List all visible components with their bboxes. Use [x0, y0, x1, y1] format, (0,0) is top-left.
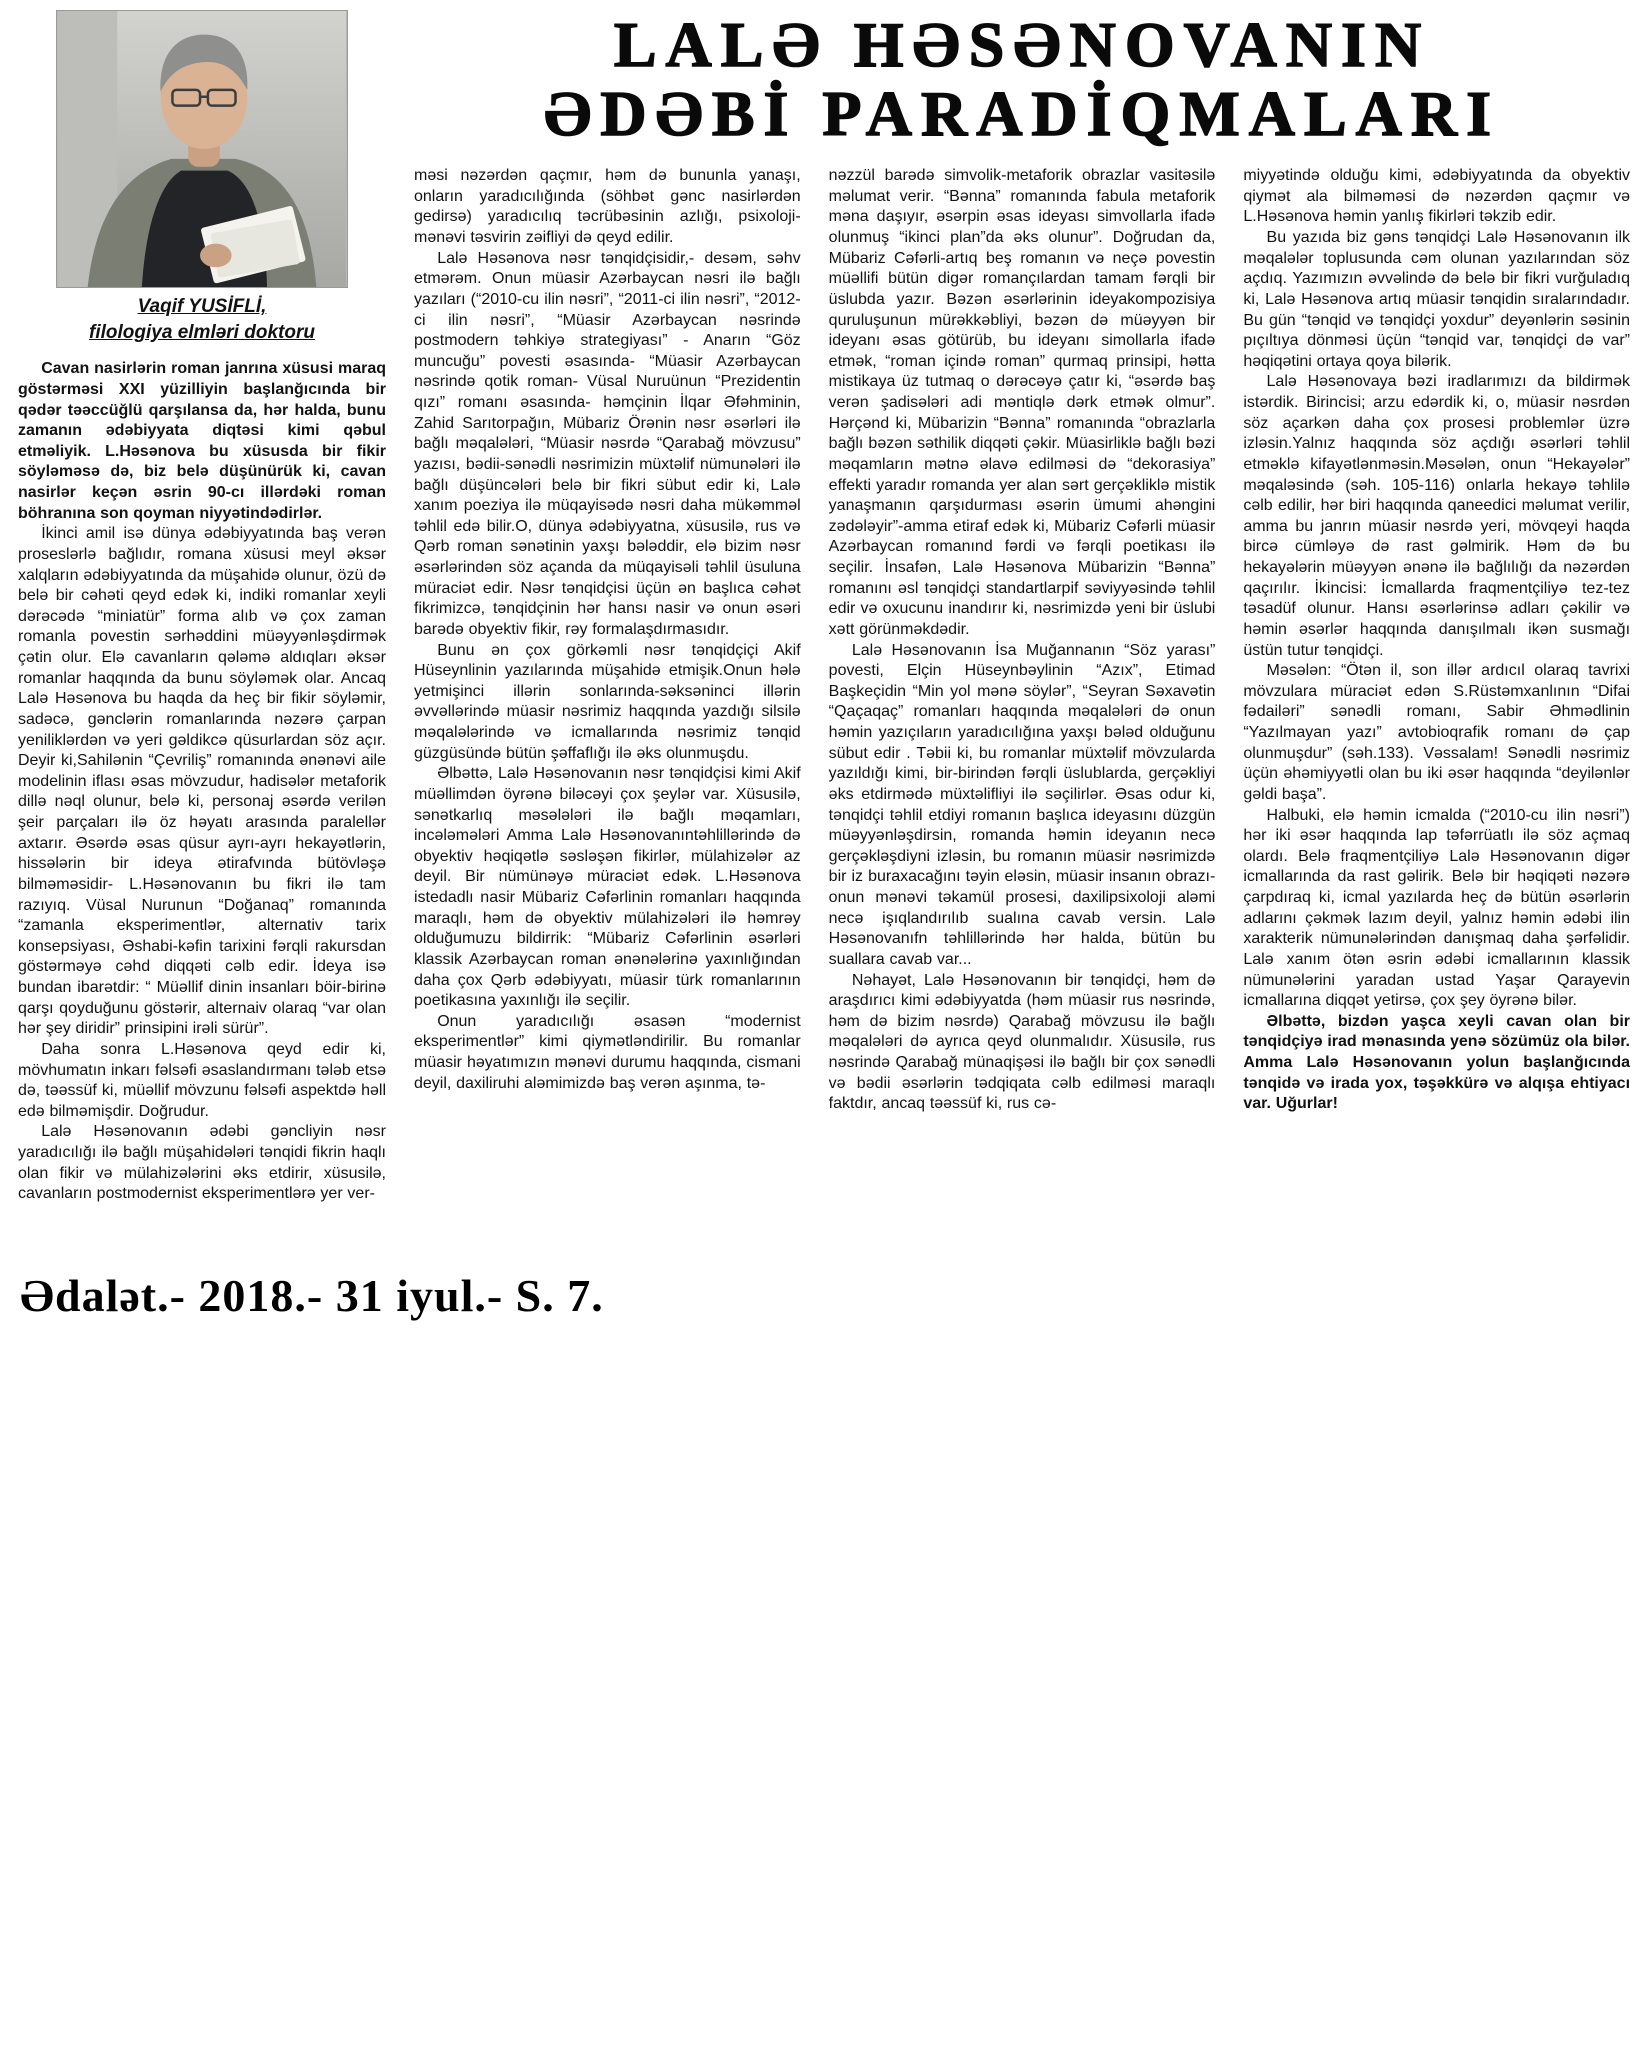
article-paragraph: Halbuki, elə həmin icmalda (“2010-cu ilin nəsri”) hər iki əsər haqqında lap təfərrüatlı ilə söz açmaq olardı. Belə fraqmentçiliyə Lalə Həsənovanın digər icmallarında da rast gəlirik. Belə bir həqiqəti nəzərə çarpdıraq ki, icmal yazılarda heç də bütün əsərlərin adlarını çəkmək lazım deyil, yalnız həmin ədəbi ilin xarakterik nümunələrindən danışmaq daha şərfəlidir. Lalə xanım ötən əsrin ədəbi icmallarının klassik nümunələrini yaradan ustad Yaşar Qarayevin icmallarına diqqət yetirsə, çox şey öyrənə bilər. [1243, 806, 1631, 1010]
article-paragraph: məsi nəzərdən qaçmır, həm də bununla yanaşı, onların yaradıcılığında (söhbət gənc nasirlərdən gedirsə) yaradıcılıq təcrübəsinin azlığı, psixoloji-mənəvi təsvirin zəifliyi də qeyd edilir. [414, 167, 801, 247]
article-paragraph: Nəhayət, Lalə Həsənovanın bir tənqidçi, həm də araşdırıcı kimi ədəbiyyatda (həm müasir rus nəsrində, həm də bizim nəsrdə) Qarabağ mövzusu ilə bağlı məqalələri də ayrıca qeyd olunmalıdır. Xüsusilə, rus nəsrində Qarabağ münaqişəsi ilə bağlı bir çox sənədli və bədii əsərlərin tədqiqata cəlb edilməsi maraqlı faktdır, ancaq təəssüf ki, rus cə- [828, 971, 1216, 1113]
article-paragraph: Daha sonra L.Həsənova qeyd edir ki, mövhumatın inkarı fəlsəfi əsaslandırmanı tələb etsə də, təəssüf ki, müəllif mövzunu fəlsəfi aspektdə həll edə bilməmişdir. Doğrudur. [18, 1040, 386, 1120]
article-paragraph: İkinci amil isə dünya ədəbiyyatında baş verən proseslərlə bağlıdır, romana xüsusi meyl əksər xalqların ədəbiyyatında da müşahidə olunur, özü də belə bir cəhəti qeyd edək ki, indiki romanlar xeyli dərəcədə “miniatür” forma alıb və çox zaman romanla povestin sərhəddini müəyyənləşdirmək çətin olur. Elə cavanların qələmə aldıqları əksər romanlar haqqında da bunu söyləmək olar. Ancaq Lalə Həsənova bu haqda da heç bir fikir söyləmir, sadəcə, gənclərin romanlarında nəzərə çarpan yeniliklərdən və yeri gəldikcə qüsurlardan söz açır. Deyir ki,Sahilənin “Çevriliş” romanında ənənəvi aile modelinin iflası əsas mövzudur, hadisələr metaforik dillə nəql olunur, belə ki, personaj əsərdə verilən şeir parçaları ilə öz həyatı arasında paralellər axtarır. Əsərdə əsas qüsur ayrı-ayrı hekayətlərin, hissələrin bir ideya ətirafvında bütövləşə bilməməsidir- L.Həsənovanın bu fikri ilə tam razıyıq. Vüsal Nurunun “Doğanaq” romanında “zamanla eksperimentlər, alternativ tarix konsepsiyası, Əshabi-kəfin tarixini fərqli rakursdan göstərməyə cəhd diqqəti cəlb edir. İdeya isə bundan ibarətdir: “ Müəllif dinin insanları böir-birinə qarşı qoyduğunu göstərir, alternaiv olaraq “var olan hər şey diridir” prinsipini irəli sürür”. [18, 525, 386, 1038]
article-paragraph: nəzzül barədə simvolik-metaforik obrazlar vasitəsilə məlumat verir. “Bənna” romanında fabula metaforik məna daşıyır, əsərpin əsas ideyası simvollarla ifadə olunmuş “ikinci plan”da əks olunur”. Doğrudan da, Mübariz Cəfərli-artıq beş romanın və neçə povestin müəllifi bütün digər romançılardan tamam fərqli bir üslubda yazır. Bəzən əsərlərinin ideyakompozisiya quruluşunun mürəkkəbliyi, bəzən də müəyyən bir ideyanı əsas götürüb, bu ideyanı simollarla ifadə etmək, “roman içində roman” qurmaq prinsipi, hətta mistikaya üz tutmaq o dərəcəyə çatır ki, “əsərdə baş verən şadisələri adi məntiqlə dərk etmək olmur”. Hərçənd ki, Mübarizin “Bənna” romanında “obrazlarla bağlı bəzən səthilik diqqəti çəkir. Müasirliklə bağlı bəzi məqamların mətnə əlavə edilməsi də “dekorasiya” effekti yaradır romanda yer alan sərt gerçəkliklə mistik yanaşmanın qarşıdurması əsərin ümumi ahəngini zədələyir”-amma etiraf edək ki, Mübariz Cəfərli müasir Azərbaycan romanınd fərdi və fərqli poetikası ilə seçilir. İnsafən, Lalə Həsənova Mübarizin “Bənna” romanını əsl tənqidçi standartlarpif səviyyəsində təhlil edir və oxucunu inandırır ki, nəsrimizdə yeni bir üslubi xətt görünməkdədir. [828, 167, 1216, 638]
article-headline [414, 10, 1630, 148]
article-paragraph: Cavan nasirlərin roman janrına xüsusi maraq göstərməsi XXI yüzilliyin başlanğıcında bir qədər təəccüğlü qarşılansa da, hər halda, bunu zamanın ədəbiyyata diqtəsi kimi qəbul etməliyik. L.Həsənova bu xüsusda bir fikir söyləməsə də, biz belə düşünürük ki, cavan nasirlər keçən əsrin 90-cı illərdəki roman böhranına son qoyman niyyətindədirlər. [18, 360, 386, 522]
author-portrait-illustration [57, 11, 347, 287]
article-paragraph: miyyətində olduğu kimi, ədəbiyyatında da obyektiv qiymət ala bilməməsi də nəzərdən qaçmır və L.Həsənova həmin yanlış fikirləri təkzib edir. [1243, 167, 1631, 226]
headline-line-2: ƏDƏBİ PARADİQMALARI [544, 78, 1500, 150]
article-column-4 [1243, 166, 1630, 1115]
article-paragraph: Bu yazıda biz gəns tənqidçi Lalə Həsənovanın ilk məqalələr toplusunda cəm olunan yazılarından söz açdıq. Yazımızın əvvəlində də belə bir fikri vurğuladıq ki, Lalə Həsənova artıq müasir tənqidin sıralarındadır. Bu gün “tənqid və tənqidçi yoxdur” deyənlərin səsinin pıçıltıya dönməsi üçün “tənqid var, tənqidçi də var” həqiqətini ortaya qoya bilərik. [1243, 229, 1631, 370]
article-paragraph: Lalə Həsənovanın İsa Muğannanın “Söz yarası” povesti, Elçin Hüseynbəylinin “Azıx”, Etimad Başkeçidin “Min yol mənə söylər”, “Seyran Səxavətin “Qaçaqaç” romanları haqqında məqalələri də onun həmin yazıçıların yaradıcılığına yaxşı bələd olduğunu sübut edir . Təbii ki, bu romanlar müxtəlif mövzularda yazıldığı kimi, bir-birindən fərqli üslublarda, gerçəkliyi əks etdirmədə müxtəlifliyi ilə səçilirlər. Əsas odur ki, tənqidçi təhlil etdiyi romanın başlıca ideyasını düzgün müəyyənləşdirsin, romanda həmin ideyanın necə gerçəkləşdiyni izləsin, bu romanın müasir nəsrimizdə bir iz buraxacağını təyin eləsin, müasir insanın obrazı-onun mənəvi təkamül prosesi, daxilipsixoloji aləmi necə işıqlandırılıb sualına cavab versin. Lalə Həsənovanıfn təhlillərində hər halda, bütün bu suallara cavab var... [828, 641, 1216, 968]
article-column-3 [829, 166, 1216, 1115]
article-column-1 [18, 359, 386, 1205]
right-area [414, 8, 1630, 1115]
article-paragraph: Bunu ən çox görkəmli nəsr tənqidçiçi Akif Hüseynlinin yazılarında müşahidə etmişik.Onun hələ yetmişinci illərin sonlarında-səksəninci illərin əvvəllərində müasir nəsrimiz haqqında yazdığı silsilə məqalələrində və icmallarında nəsrimiz tənqid güzgüsündə bütün şəffaflığı ilə əks olunmuşdu. [414, 641, 801, 762]
article-paragraph: Lalə Həsənova nəsr tənqidçisidir,- desəm, səhv etmərəm. Onun müasir Azərbaycan nəsri ilə bağlı yazıları (“2010-cu ilin nəsri”, “2011-ci ilin nəsri”, “2012-ci ilin nəsri”, “Müasir Azərbaycan nəsrində postmodern təhkiyə strategiyası” - Anarın “Göz muncuğu” povesti əsasında- “Müasir Azərbaycan nəsrində qotik roman- Vüsal Nuruünun “Prezidentin qızı” romanı əsasında- həmçinin İlqar Əfəhminin, Zahid Sarıtorpağın, Mübariz Örənin nəsr əsərləri ilə bağlı məqalələri, “Müasir nəsrdə “Qarabağ mövzusu” yazısı, bədii-sənədli nəsrimizin müxtəlif nümunələri ilə bağlı düşüncələri belə bir fikri sübut edir ki, Lalə xanım poeziya ilə müqayisədə nəsri daha mükəmməl təhlil edə bilir.O, dünya ədəbiyyatna, xüsusilə, rus və Qərb roman sənətinin yaxşı bələddir, elə bizim nəsr əsərlərindən söz açanda da müqayisəli təhlil üsuluna müraciət edir. Nəsr tənqidçisi üçün ən başlıca cəhət fikrimizcə, tənqidçinin hər hansı nasir və onun əsəri barədə obyektiv fikir, rəy formalaşdırmasıdır. [414, 249, 801, 638]
author-title: filologiya elmləri doktoru [89, 321, 315, 343]
article-paragraph: Lalə Həsənovanın ədəbi gəncliyin nəsr yaradıcılığı ilə bağlı müşahidələri tənqidi fikrin haqlı olan fikir və mülahizələrini əks etdirir, xüsusilə, cavanların postmodernist eksperimentlərə yer ver- [18, 1123, 386, 1203]
article-paragraph: Əlbəttə, bizdən yaşca xeyli cavan olan bir tənqidçiyə irad mənasında yenə sözümüz ola bilər. Amma Lalə Həsənovanın yolun başlanğıcında tənqidə və irada yox, təşəkkürə və alqışa ehtiyacı var. Uğurlar! [1243, 1012, 1631, 1113]
author-photo [56, 10, 348, 288]
author-name: Vaqif YUSİFLİ, [137, 296, 267, 317]
article-body [18, 8, 1630, 1205]
article-column-2 [414, 166, 801, 1115]
columns-2-4 [414, 166, 1630, 1115]
article-paragraph: Əlbəttə, Lalə Həsənovanın nəsr tənqidçisi kimi Akif müəllimdən öyrənə biləcəyi çox şeylər var. Xüsusilə, sənətkarlıq məsələləri ilə bağlı məqamları, incələmələri Amma Lalə Həsənovanıntəhlillərində də obyektiv həqiqətlə səsləşən fikirlər, mülahizələr az deyil. Bir nümünəyə müraciət edək. L.Həsənova istedadlı nasir Mübariz Cəfərlinin romanları haqqında maraqlı, həm də obyektiv mülahizələri ilə həmrəy olduğumuzu bildirrik: “Mübariz Cəfərlinin əsərləri klassik Azərbaycan roman ənənələrinə yaxınlığından daha çox Qərb ədəbiyyatı, müasir türk romanlarının poetikasına yaxınlığı ilə seçilir. [414, 765, 801, 1010]
left-column [18, 8, 386, 1205]
photo-caption [18, 294, 386, 345]
footer-citation: Ədalət.- 2018.- 31 iyul.- S. 7. [20, 1269, 604, 1321]
article-paragraph: Lalə Həsənovaya bəzi iradlarımızı da bildirmək istərdik. Birincisi; arzu edərdik ki, o, müasir nəsrdən söz açarkən daha çox prosesi problemlər üzrə izləsin.Yalnız haqqında söz açdığı əsərləri təhlil etməklə kifayətlənməsin.Məsələn, onun “Hekayələr” məqaləsində (səh. 105-116) onlarla hekayə təhlilə cəlb edilir, hər biri haqqında qaneedici məlumat verilir, amma bu janrın müasir nəsrdə yeri, mövqeyi haqda bircə cümləyə də rast gəlmirik. Həm də bu hekayələrin müəyyən ənənə ilə bağlılığı da nəzərdən qaçırılır. İkincisi: İcmallarda fraqmentçiliyə tez-tez təsadüf olunur. Hansı əsərlərinsə adları çəkilir və həmin əsərlər haqqında danışılmalı ikən susmağı üstün tutur tənqidçi. [1243, 373, 1631, 659]
article-paragraph: Onun yaradıcılığı əsasən “modernist eksperimentlər” kimi qiymətləndirilir. Bu romanlar müasir həyatımızın mənəvi durumu haqqında, cismani deyil, daxiliruhi aləmimizdə baş verən aşınma, tə- [414, 1012, 801, 1092]
headline-line-1: LALƏ HƏSƏNOVANIN [613, 9, 1431, 80]
article-paragraph: Məsələn: “Ötən il, son illər ardıcıl olaraq tavrixi mövzulara müraciət edən S.Rüstəmxanlının “Difai fədailəri” sənədli romanı, Sabir Əhmədlinin “Yazılmayan yazı” avtobioqrafik romanı də çap olunmuşdur” (səh.133). Vəssalam! Sənədli nəsrimiz üçün əhəmiyyətli olan bu iki əsər haqqında “deyilənlər gəldi başa”. [1243, 662, 1631, 803]
